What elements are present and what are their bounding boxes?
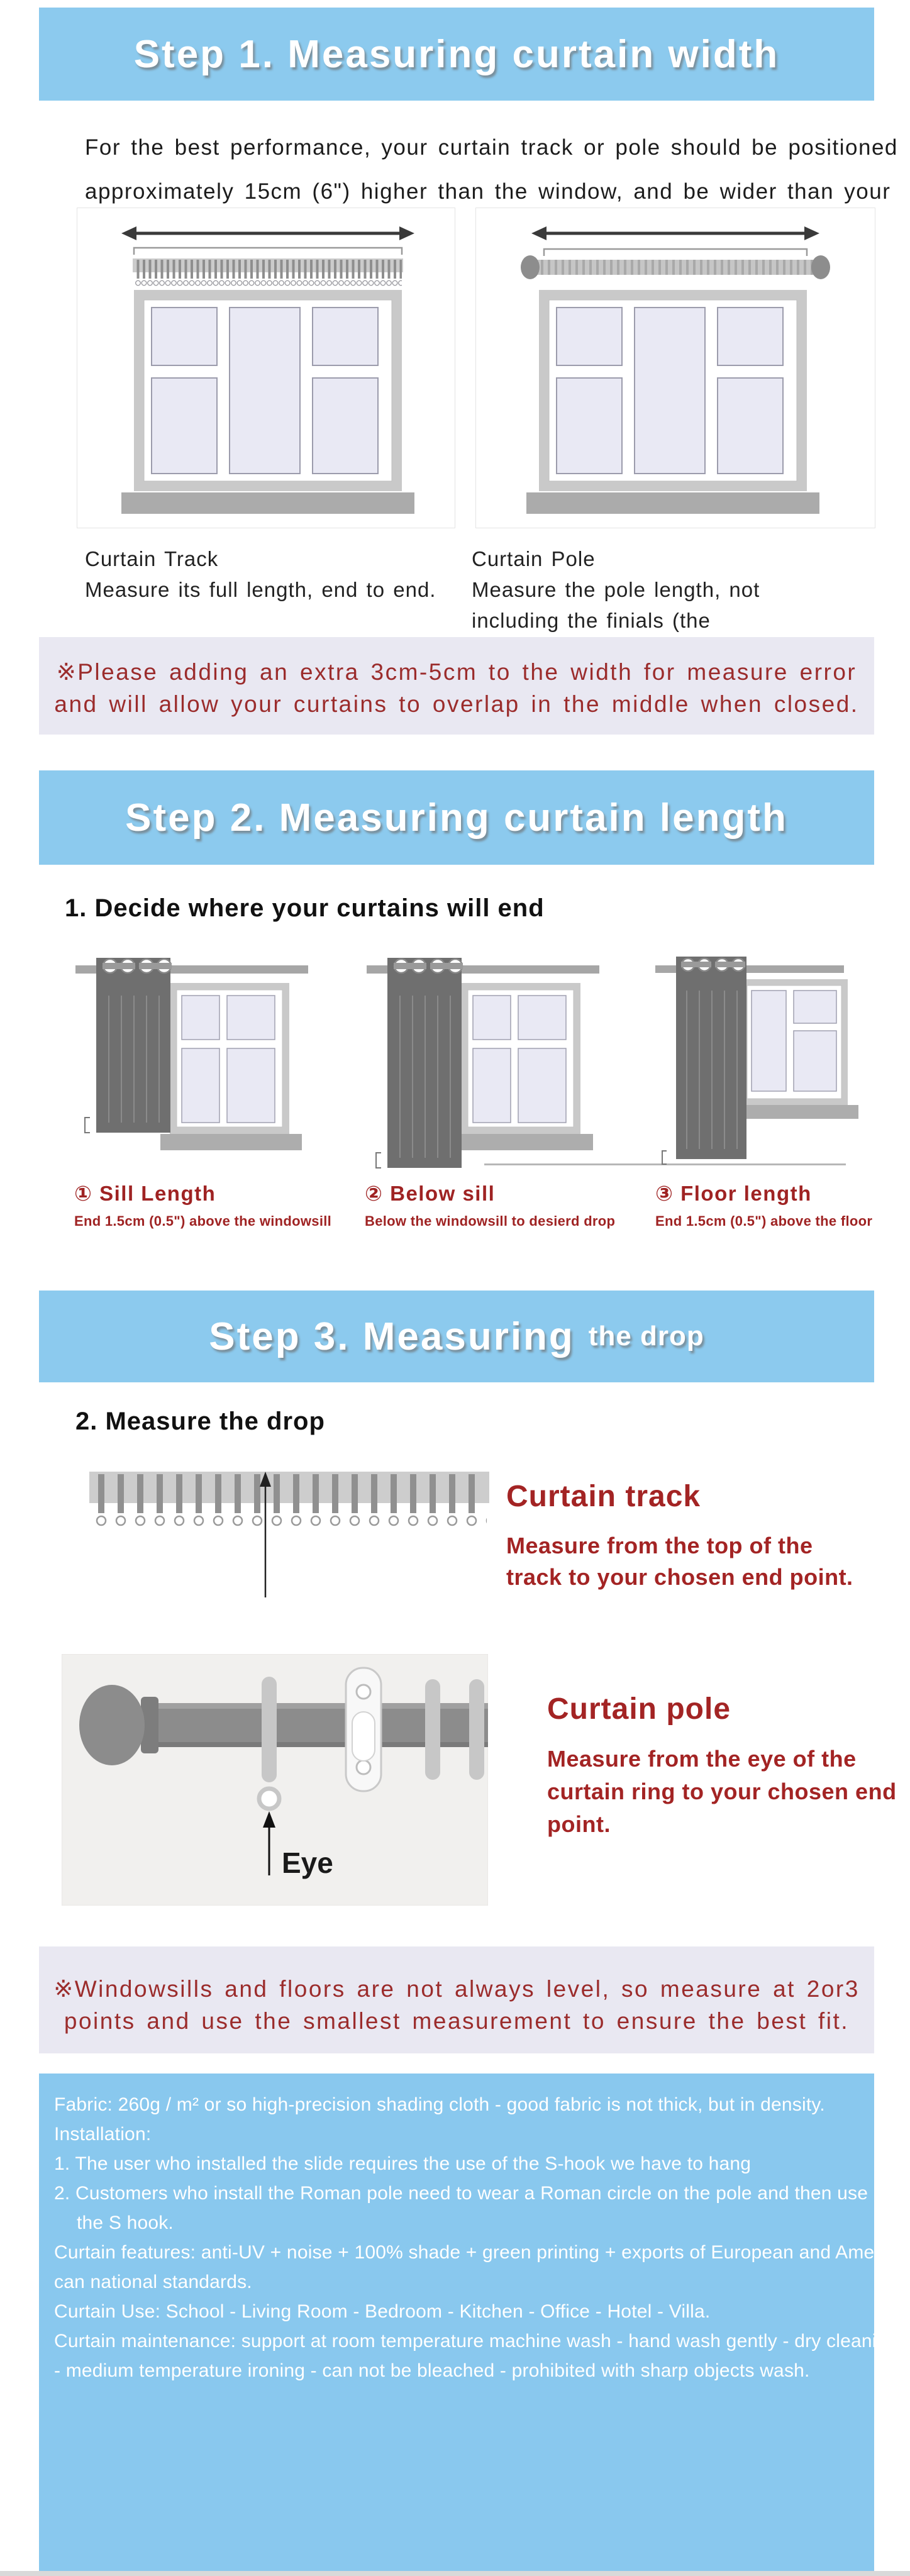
level-note	[39, 1946, 874, 2053]
window	[539, 290, 807, 491]
option3-caption	[655, 1181, 872, 1230]
measure-bracket	[85, 1118, 90, 1133]
curtain-track-caption	[85, 543, 436, 605]
dimension-bracket	[134, 248, 402, 255]
wall-bracket	[346, 1668, 381, 1791]
curtain-panel	[387, 958, 462, 1168]
option1-caption	[74, 1181, 331, 1230]
figure-curtain-pole	[475, 208, 875, 528]
detail-install-2: 2. Customers who install the Roman pole need to wear a Roman circle on the pole and then use	[54, 2183, 868, 2204]
windowsill	[121, 492, 414, 514]
option2-title: ② Below sill	[365, 1182, 496, 1205]
step2-banner	[39, 770, 874, 865]
step3-banner	[39, 1291, 874, 1382]
intro-line-1: For the best performance, your curtain track or pole should be positioned	[85, 135, 898, 160]
pole-line-3: point.	[547, 1811, 611, 1837]
sill-length-svg	[66, 947, 318, 1214]
windowsill	[452, 1134, 593, 1150]
diagram-below-sill	[357, 947, 609, 1214]
pole-text-block	[547, 1692, 897, 1841]
option2-desc: Below the windowsill to desierd drop	[365, 1213, 616, 1229]
step3-banner-title: Step 3. Measuring	[209, 1314, 575, 1358]
track-line-2: track to your chosen end point.	[506, 1564, 853, 1590]
width-arrow-icon	[531, 226, 819, 240]
dimension-bracket	[544, 249, 807, 256]
curtain-panel	[676, 957, 746, 1159]
option1-desc: End 1.5cm (0.5") above the windowsill	[74, 1213, 332, 1229]
step1-banner-title: Step 1. Measuring curtain width	[133, 32, 780, 76]
eye-label: Eye	[282, 1846, 333, 1879]
measure-bracket	[376, 1153, 381, 1168]
step2-subheading: 1. Decide where your curtains will end	[65, 894, 545, 922]
caption-line: Measure the pole length, not	[472, 578, 760, 601]
figure-curtain-track	[77, 208, 455, 528]
ring-eye	[259, 1789, 279, 1809]
curtain-track-diagram	[77, 208, 455, 528]
track-drop-diagram	[88, 1467, 491, 1611]
curtain-pole-diagram	[476, 208, 875, 528]
detail-fabric: Fabric: 260g / m² or so high-precision shading cloth - good fabric is not thick, but in density.	[54, 2094, 825, 2115]
width-arrow-icon	[121, 226, 414, 240]
windowsill	[526, 492, 819, 514]
product-details-panel	[39, 2074, 898, 2571]
pole-title: Curtain pole	[547, 1692, 731, 1726]
detail-features-2: can national standards.	[54, 2272, 252, 2292]
bottom-edge-strip	[0, 2571, 910, 2576]
step3-subheading: 2. Measure the drop	[75, 1407, 325, 1435]
pole-line-1: Measure from the eye of the	[547, 1746, 857, 1772]
step3-banner-subtitle: the drop	[588, 1321, 704, 1352]
detail-install-2b: the S hook.	[77, 2212, 174, 2233]
window	[461, 983, 580, 1134]
window	[741, 979, 848, 1105]
pole-drop-diagram	[62, 1654, 488, 1906]
detail-use: Curtain Use: School - Living Room - Bedroom - Kitchen - Office - Hotel - Villa.	[54, 2301, 711, 2322]
diagram-floor-length	[648, 947, 862, 1214]
note-line-1: ※Windowsills and floors are not always level, so measure at 2or3	[53, 1976, 860, 2002]
track-gliders	[93, 1473, 487, 1531]
detail-features-1: Curtain features: anti-UV + noise + 100% shade + green printing + exports of European and Ameri-	[54, 2242, 892, 2263]
windowsill	[733, 1105, 858, 1119]
track-title: Curtain track	[506, 1480, 701, 1513]
windowsill	[160, 1134, 302, 1150]
caption-line: including the finials (the	[472, 609, 711, 632]
note-line-2: and will allow your curtains to overlap in the middle when closed.	[54, 691, 859, 717]
width-note	[39, 637, 874, 735]
curtain-panel	[96, 958, 170, 1133]
pole-line-2: curtain ring to your chosen end	[547, 1779, 897, 1804]
detail-install-1: 1. The user who installed the slide requires the use of the S-hook we have to hang	[54, 2153, 752, 2174]
option3-title: ③ Floor length	[655, 1182, 812, 1205]
window	[134, 290, 402, 491]
curtain-pole-caption	[472, 543, 760, 636]
caption-title: Curtain Pole	[472, 547, 596, 570]
detail-maintenance-2: - medium temperature ironing - can not be bleached - prohibited with sharp objects wash.	[54, 2360, 810, 2381]
diagram-sill-length	[66, 947, 318, 1214]
detail-installation: Installation:	[54, 2124, 152, 2145]
step1-banner	[39, 8, 874, 101]
option1-title: ① Sill Length	[74, 1182, 216, 1205]
option2-caption	[365, 1181, 615, 1230]
track-text-block	[506, 1479, 853, 1593]
below-sill-svg	[357, 947, 609, 1214]
measure-bracket	[662, 1151, 667, 1164]
note-line-2: points and use the smallest measurement to ensure the best fit.	[64, 2008, 850, 2034]
track-bar	[133, 258, 403, 287]
track-line-1: Measure from the top of the	[506, 1533, 813, 1558]
pole-bar	[521, 255, 830, 279]
detail-maintenance-1: Curtain maintenance: support at room temperature machine wash - hand wash gently - dry cleaning	[54, 2331, 898, 2351]
floor-length-svg	[648, 947, 862, 1214]
step2-banner-title: Step 2. Measuring curtain length	[125, 796, 788, 840]
intro-paragraph	[85, 126, 898, 214]
caption-title: Curtain Track	[85, 547, 219, 570]
intro-line-2: approximately 15cm (6") higher than the window, and be wider than your	[85, 179, 891, 204]
window	[170, 983, 289, 1134]
caption-line: Measure its full length, end to end.	[85, 578, 436, 601]
option3-desc: End 1.5cm (0.5") above the floor	[655, 1213, 873, 1229]
pole-drop-svg	[62, 1654, 488, 1906]
note-line-1: ※Please adding an extra 3cm-5cm to the width for measure error	[56, 659, 857, 685]
track-drop-svg	[88, 1467, 491, 1611]
